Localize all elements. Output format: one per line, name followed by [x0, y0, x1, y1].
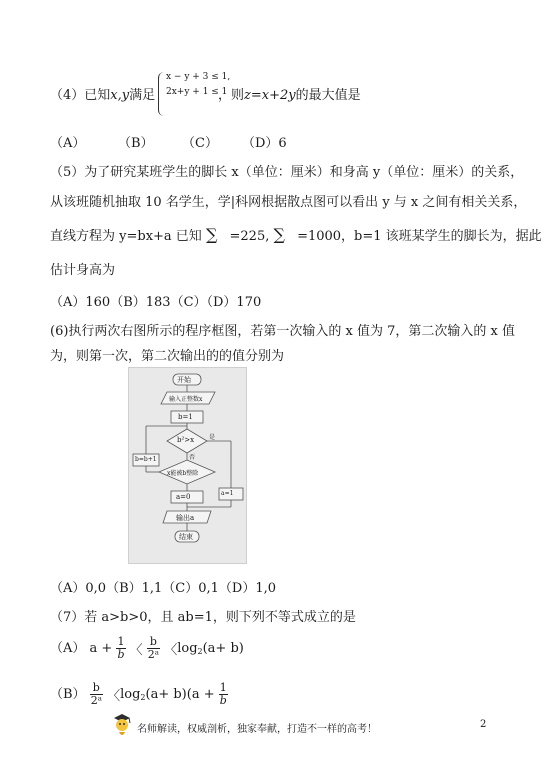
mascot-icon [111, 712, 133, 738]
q6-options: （A）0,0（B）1,1（C）0,1（D）1,0 [50, 581, 277, 596]
q5-line-3 [50, 225, 542, 244]
q6-line-1: (6)执行两次右图所示的程序框图，若第一次输入的 x 值为 7，第二次输入的 x 值 [50, 324, 516, 339]
q7-option-a [50, 636, 244, 661]
q4-option-b: （B） [118, 136, 154, 151]
q7-log-arg: (a+ b) [202, 641, 244, 656]
q7-a-plus: a + [89, 641, 113, 656]
q7-log-base: 2 [197, 647, 203, 656]
flow-assign-a1: a=1 [221, 490, 234, 497]
q5-options: （A）160（B）183（C）（D）170 [50, 295, 262, 310]
mascot-logo [111, 712, 133, 738]
flow-init: b=1 [178, 413, 193, 421]
q4-objective: z=x+2y [244, 88, 296, 103]
q5-line-4: 估计身高为 [50, 263, 116, 278]
q7-b-log-arg: (a+ b)(a + [145, 687, 215, 702]
q7-b-lt: 〈 [107, 689, 121, 704]
q7-lt-2: 〈 [164, 643, 178, 658]
q5-line-3a: 直线方程为 y=bx+a 已知 [50, 229, 202, 244]
q7-option-b [50, 682, 228, 707]
q7-option-b-label: （B） [50, 687, 86, 702]
q7-option-a-label: （A） [50, 641, 86, 656]
q7-lt-1: 〈 [129, 643, 143, 658]
q4-brace [158, 72, 165, 116]
flow-input: 输入正整数x [169, 396, 203, 403]
q4-then: ，则 [218, 88, 245, 103]
q7-frac-b-over-2a: $\frac{b}{\text{2ᵃ}}$ [147, 635, 160, 661]
flow-no: 否 [189, 454, 196, 461]
q4-tail: 的最大值是 [295, 88, 361, 103]
q4-satisfy: 满足 [129, 88, 156, 103]
q4-condition-2: 2x+y + 1 ≤ 1 [166, 87, 228, 97]
q7-b-log-base: 2 [140, 693, 146, 702]
flow-cond-1: b²>x [177, 436, 195, 444]
q5-line-3c: =1000，b=1 该班某学生的脚长为，据此 [297, 229, 542, 244]
q4-option-a: （A） [50, 136, 86, 151]
flow-cond-2: x能被b整除 [167, 470, 199, 477]
q4-line-tail [218, 84, 361, 103]
sum-symbol-1: ∑ [205, 225, 218, 244]
q5-line-2: 从该班随机抽取 10 名学生，学|科网根据散点图可以看出 y 与 x 之间有相关关系， [50, 195, 527, 210]
flow-start: 开始 [177, 376, 191, 384]
q4-condition-1: x − y + 3 ≤ 1, [166, 72, 231, 82]
q4-number: （4）已知 [50, 88, 111, 103]
q4-option-c: （C） [182, 136, 218, 151]
q7-b-frac-one-over-b: $\frac{1}{b}$ [219, 681, 227, 707]
footer-slogan: 名师解读，权威剖析，独家奉献，打造不一样的高考！ [137, 724, 377, 735]
q4-vars: x,y [110, 88, 130, 103]
flow-yes: 是 [209, 434, 216, 441]
flow-output: 输出a [176, 514, 195, 522]
q7-log: log [177, 641, 198, 656]
page-number: 2 [480, 719, 487, 730]
q7-b-frac-b-over-2a: $\frac{b}{\text{2ᵃ}}$ [90, 681, 102, 707]
q6-line-2: 为，则第一次，第二次输出的的值分别为 [50, 349, 285, 364]
q5-line-3b: =225, [229, 229, 270, 244]
q7-frac-one-over-b: $\frac{1}{b}$ [117, 635, 125, 661]
q7-b-log: log [120, 687, 141, 702]
q5-line-1: （5）为了研究某班学生的脚长 x（单位：厘米）和身高 y（单位：厘米）的关系， [50, 165, 524, 180]
flow-assign-a0: a=0 [176, 493, 191, 501]
flowchart-image [128, 367, 247, 564]
flow-end: 结束 [179, 533, 193, 541]
q4-option-d: （D）6 [242, 136, 287, 151]
q4-line [50, 84, 155, 103]
flow-assign-b: b=b+1 [135, 456, 157, 463]
q7-line-1: （7）若 a>b>0，且 ab=1，则下列不等式成立的是 [50, 610, 356, 625]
sum-symbol-2: ∑ [273, 225, 285, 244]
